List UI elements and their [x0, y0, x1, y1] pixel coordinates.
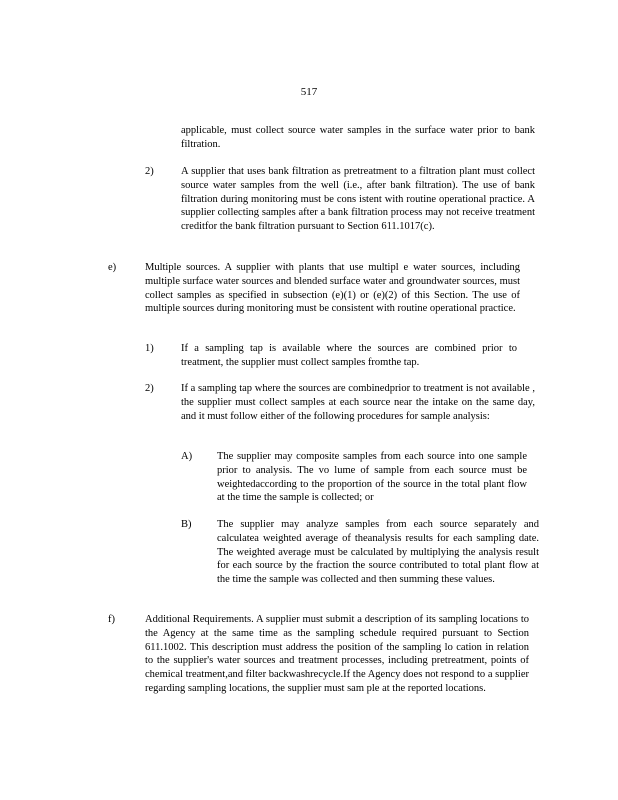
paragraph-sampling-tap-not-available: If a sampling tap where the sources are combinedprior to treatment is not available , the supplier must collect samples at each source near the intake on the same day, and it must follow either of the following procedures for sample analysis:	[181, 383, 535, 422]
page-number: 517	[300, 86, 318, 98]
item-marker-A: A)	[181, 451, 193, 462]
paragraph-sampling-tap-available: If a sampling tap is available where the sources are combined prior to treatment, the supplier must collect samples fromthe tap.	[181, 343, 517, 368]
paragraph-composite-samples: The supplier may composite samples from each source into one sample prior to analysis. The vo lume of sample from each source must be weightedaccording to the proportion of the source in the total plant flow at the time the sample is collected; or	[217, 451, 527, 504]
section-marker-f: f)	[108, 614, 115, 625]
item-marker-1: 1)	[145, 343, 154, 354]
paragraph-additional-requirements: Additional Requirements. A supplier must submit a description of its sampling locations to the Agency at the same time as the sampling schedule required pursuant to Section 611.1002. This description must address the position of the sampling lo cation in relation to the supplier's water sources and treatment processes, including pretreatment, points of chemical treatment,and filter backwashrecycle.If the Agency does not respond to a supplier regarding sampling locations, the supplier must sam ple at the reported locations.	[145, 614, 529, 694]
item-marker-2: 2)	[145, 166, 154, 177]
paragraph-weighted-average: The supplier may analyze samples from each source separately and calculatea weighted average of theanalysis results for each sampling date. The weighted average must be calculated by multiplying the analysis result for each source by the fraction the source contributed to total plant flow at the time the sample was collected and then summing these values.	[217, 519, 539, 586]
item-marker-2b: 2)	[145, 383, 154, 394]
paragraph-multiple-sources: Multiple sources. A supplier with plants that use multipl e water sources, including multiple surface water sources and blended surface water and groundwater sources, must collect samples as specified in subsection (e)(1) or (e)(2) of this Section. The use of multiple sources during monitoring must be consistent with routine operational practice.	[145, 262, 520, 315]
item-marker-B: B)	[181, 519, 192, 530]
paragraph-continuation: applicable, must collect source water samples in the surface water prior to bank filtration.	[181, 125, 535, 150]
paragraph-bank-filtration: A supplier that uses bank filtration as pretreatment to a filtration plant must collect source water samples from the well (i.e., after bank filtration). The use of bank filtration during monitoring must be cons istent with routine operational practice. A supplier collecting samples after a bank filtration process may not receive treatment creditfor the bank filtration pursuant to Section 611.1017(c).	[181, 166, 535, 233]
section-marker-e: e)	[108, 262, 117, 273]
